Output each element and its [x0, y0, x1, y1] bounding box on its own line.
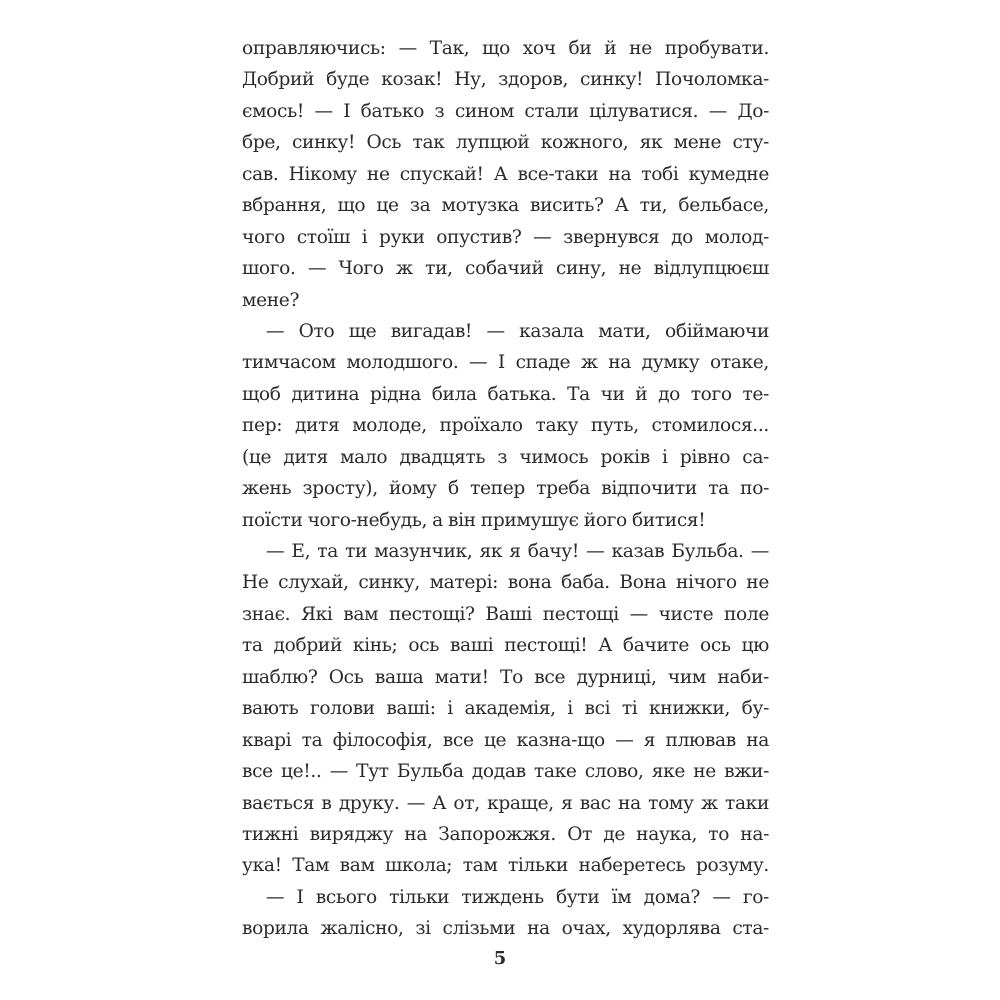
text-line: шаблю? Ось ваша мати! То все дурниці, чим наби-: [242, 666, 769, 688]
text-line: чого стоїш і руки опустив? — звернувся до молод-: [242, 226, 769, 248]
text-line: ворила жалісно, зі слізьми на очах, худорлява ста-: [242, 918, 769, 940]
text-line: — І всього тільки тиждень бути їм дома? — го-: [266, 886, 769, 908]
text-line: пер: дитя молоде, проїхало таку путь, стомилося...: [242, 415, 769, 437]
text-line: знає. Які вам пестощі? Ваші пестощі — чисте поле: [242, 603, 769, 625]
text-line: Не слухай, синку, матері: вона баба. Вона нічого не: [242, 572, 769, 594]
text-line: ємось! — І батько з сином стали цілуватися. — До-: [242, 100, 769, 122]
text-line: тижні виряджу на Запорожжя. От де наука, то на-: [242, 823, 769, 845]
text-line: жень зросту), йому б тепер треба відпочити та по-: [242, 478, 769, 500]
text-line: кварі та філософія, все це казна-що — я плював на: [242, 729, 769, 751]
text-line: вається в друку. — А от, краще, я вас на тому ж таки: [242, 792, 769, 814]
text-line: (це дитя мало двадцять з чимось років і рівно са-: [242, 446, 769, 468]
text-line: Добрий буде козак! Ну, здоров, синку! Почоломка-: [242, 69, 769, 91]
text-line: мене?: [242, 289, 300, 311]
text-line: ука! Там вам школа; там тільки наберетесь розуму.: [242, 855, 769, 877]
text-line: вають голови ваші: і академія, і всі ті книжки, бу-: [242, 698, 769, 720]
text-line: поїсти чого-небудь, а він примушує його битися!: [242, 509, 706, 531]
text-line: вбрання, що це за мотузка висить? А ти, бельбасе,: [242, 195, 769, 217]
text-line: все це!.. — Тут Бульба додав таке слово, яке не вжи-: [242, 761, 769, 783]
text-line: шого. — Чого ж ти, собачий сину, не відлупцюєш: [242, 258, 769, 280]
text-line: оправляючись: — Так, що хоч би й не пробувати.: [242, 38, 769, 59]
text-line: бре, синку! Ось так лупцюй кожного, як мене сту-: [242, 132, 769, 154]
text-line: — Ото ще вигадав! — казала мати, обіймаючи: [266, 320, 769, 342]
body-text: [242, 33, 769, 945]
text-line: та добрий кінь; ось ваші пестощі! А бачите ось цю: [242, 635, 769, 657]
text-line: — Е, та ти мазунчик, як я бачу! — казав Бульба. —: [266, 541, 769, 562]
text-line: щоб дитина рідна била батька. Та чи й до того те-: [242, 383, 769, 405]
page-number: 5: [493, 948, 507, 969]
text-line: тимчасом молодшого. — І спаде ж на думку отаке,: [242, 352, 769, 374]
text-line: сав. Нікому не спускай! А все-таки на тобі кумедне: [242, 163, 769, 185]
